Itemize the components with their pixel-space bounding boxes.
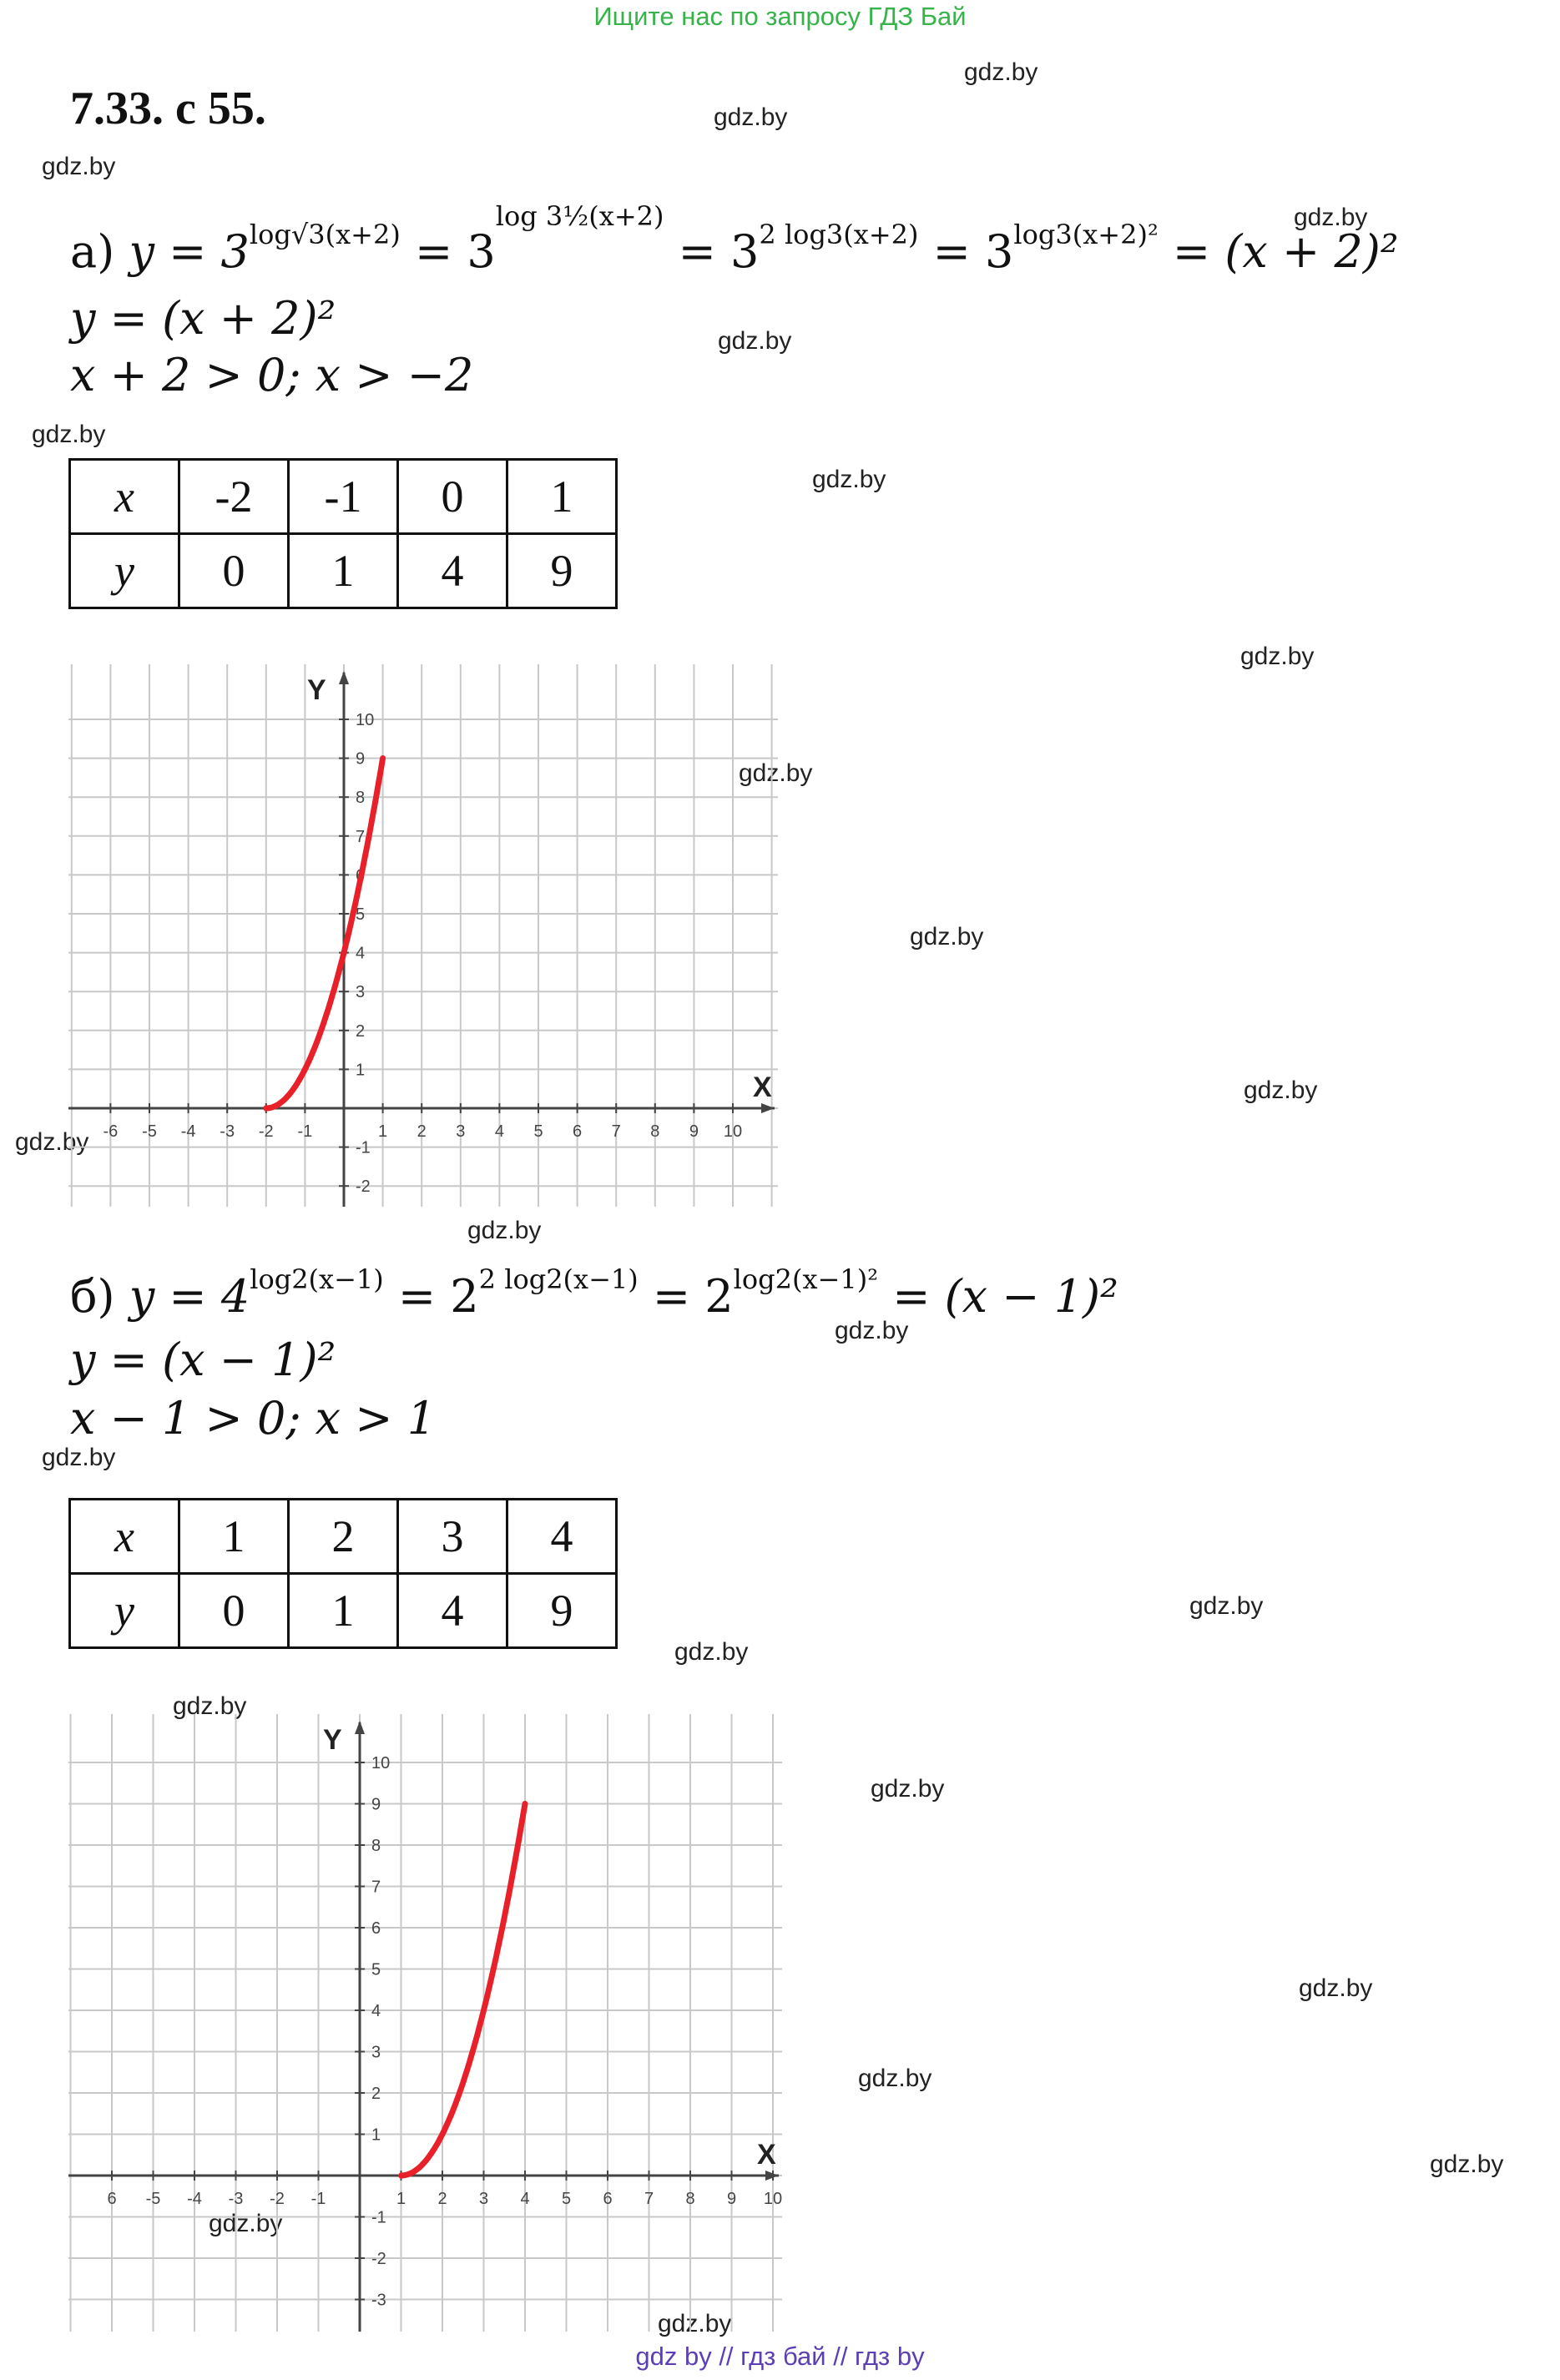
x-tick-label: -3 [228, 2190, 244, 2208]
x-tick-label: -5 [145, 2190, 161, 2208]
table-cell: 4 [398, 1574, 507, 1648]
y-tick-label: 4 [356, 944, 366, 963]
x-tick-label: 7 [611, 1122, 621, 1141]
x-tick-label: -6 [103, 1122, 119, 1141]
table-row [70, 534, 617, 608]
part-b-equation-2 [70, 1334, 336, 1386]
table-cell: -2 [179, 460, 289, 534]
x-tick-label: 4 [494, 1122, 504, 1141]
part-a-eq1-lhs: y = 3 [129, 225, 250, 278]
x-tick-label: 10 [763, 2190, 782, 2208]
x-tick-label: 2 [417, 1122, 427, 1141]
x-tick-label: 1 [396, 2190, 406, 2208]
x-tick-label: 3 [456, 1122, 466, 1141]
x-tick-label: 2 [437, 2190, 447, 2208]
y-tick-label: 8 [371, 1837, 381, 1855]
x-tick-label: 3 [478, 2190, 489, 2208]
x-tick-label: -5 [142, 1122, 157, 1141]
x-tick-label: 9 [726, 2190, 737, 2208]
part-a-eq1-exp1: log√3(x+2) [249, 219, 401, 250]
y-tick-label: 1 [371, 2125, 381, 2145]
y-axis-arrow [355, 1721, 365, 1734]
y-tick-label: 5 [356, 905, 366, 924]
table-header-y: y [70, 1574, 179, 1648]
y-tick-label: 8 [356, 789, 366, 808]
part-a-equation-3 [70, 349, 473, 401]
watermark: gdz.by [739, 759, 813, 787]
part-b-graph [68, 1714, 782, 2332]
x-tick-label: 4 [520, 2190, 530, 2208]
top-banner[interactable]: Ищите нас по запросу ГДЗ Бай [593, 2, 967, 31]
part-b-eq1-mid1: = 2 [383, 1270, 479, 1323]
part-b-eq1-exp2: 2 log2(x−1) [478, 1263, 639, 1295]
x-tick-label: 5 [533, 1122, 543, 1141]
x-tick-label: 7 [644, 2190, 654, 2208]
watermark: gdz.by [467, 1217, 542, 1244]
watermark: gdz.by [209, 2210, 283, 2237]
y-tick-label: 5 [371, 1960, 381, 1979]
table-header-x: x [70, 1500, 179, 1574]
y-tick-label: -2 [356, 1177, 371, 1197]
y-axis-label: Y [307, 674, 326, 706]
table-header-y: y [70, 534, 179, 608]
x-axis-label: X [753, 1072, 772, 1103]
table-cell: -1 [289, 460, 398, 534]
y-tick-label: 3 [371, 2043, 381, 2062]
problem-title: 7.33. с 55. [70, 83, 266, 134]
x-tick-label: -2 [258, 1122, 274, 1141]
y-axis-label: Y [323, 1724, 342, 1756]
x-tick-label: 5 [561, 2190, 572, 2208]
y-tick-label: 9 [356, 749, 366, 769]
table-cell: 9 [507, 1574, 617, 1648]
watermark: gdz.by [714, 103, 788, 131]
y-tick-label: 4 [371, 2002, 381, 2020]
part-b-value-table [68, 1498, 618, 1649]
part-a-eq1-mid2: = 3 [664, 225, 760, 278]
x-axis-label: X [757, 2139, 776, 2171]
x-tick-label: -2 [270, 2190, 285, 2208]
y-tick-label: 2 [356, 1021, 366, 1041]
table-cell: 1 [179, 1500, 289, 1574]
y-axis-arrow [339, 671, 349, 684]
part-a-eq1-exp3: 2 log3(x+2) [759, 219, 919, 250]
watermark: gdz.by [32, 421, 106, 448]
x-tick-label: 6 [107, 2190, 117, 2208]
table-row [70, 460, 617, 534]
part-b-label: б) [70, 1270, 115, 1323]
x-tick-label: 1 [378, 1122, 388, 1141]
watermark: gdz.by [1189, 1592, 1264, 1620]
x-tick-label: 8 [685, 2190, 695, 2208]
watermark: gdz.by [15, 1128, 89, 1156]
part-b-eq1-rhs: = (x − 1)² [878, 1270, 1118, 1323]
x-tick-label: 10 [723, 1122, 743, 1141]
table-cell: 1 [289, 534, 398, 608]
table-header-x: x [70, 460, 179, 534]
y-tick-label: 6 [371, 1919, 381, 1938]
y-tick-label: 7 [371, 1878, 381, 1897]
table-cell: 4 [507, 1500, 617, 1574]
y-tick-label: -1 [356, 1138, 371, 1157]
watermark: gdz.by [1430, 2151, 1504, 2178]
x-tick-label: -3 [220, 1122, 235, 1141]
y-tick-label: -3 [371, 2291, 386, 2310]
y-tick-label: 9 [371, 1795, 381, 1814]
x-tick-label: 8 [650, 1122, 660, 1141]
watermark: gdz.by [42, 153, 116, 180]
part-a-eq1-mid1: = 3 [400, 225, 496, 278]
y-tick-label: 3 [356, 983, 366, 1002]
watermark: gdz.by [1240, 643, 1315, 670]
part-a-eq1-rhs: = (x + 2)² [1158, 225, 1399, 278]
part-a-eq1-mid3: = 3 [918, 225, 1014, 278]
table-cell: 3 [398, 1500, 507, 1574]
x-tick-label: -1 [297, 1122, 313, 1141]
table-cell: 0 [179, 534, 289, 608]
part-a-eq3-text: x + 2 > 0; x > −2 [70, 349, 474, 401]
x-tick-label: -1 [310, 2190, 326, 2208]
table-row [70, 1574, 617, 1648]
y-tick-label: 7 [356, 827, 366, 846]
watermark: gdz.by [42, 1444, 116, 1471]
part-a-graph [68, 664, 778, 1207]
bottom-banner[interactable]: gdz by // гдз бай // гдз by [635, 2342, 925, 2371]
table-cell: 9 [507, 534, 617, 608]
part-b-eq1-exp1: log2(x−1) [250, 1263, 384, 1295]
table-cell: 0 [398, 460, 507, 534]
table-cell: 1 [507, 460, 617, 534]
table-cell: 2 [289, 1500, 398, 1574]
table-cell: 4 [398, 534, 507, 608]
part-b-eq3-text: x − 1 > 0; x > 1 [70, 1392, 437, 1445]
x-tick-label: 9 [689, 1122, 699, 1141]
part-a-eq1-exp4: log3(x+2)² [1013, 219, 1159, 250]
y-tick-label: -1 [371, 2208, 386, 2227]
watermark: gdz.by [812, 466, 886, 493]
part-a-eq2-text: y = (x + 2)² [70, 292, 336, 345]
part-b-eq2-text: y = (x − 1)² [70, 1334, 336, 1386]
part-b-eq1-mid2: = 2 [638, 1270, 734, 1323]
table-cell: 0 [179, 1574, 289, 1648]
part-a-eq1-exp2: log 3½(x+2) [495, 200, 664, 232]
x-tick-label: -4 [180, 1122, 196, 1141]
watermark: gdz.by [910, 923, 984, 950]
y-tick-label: 6 [356, 866, 366, 885]
part-a-equation-2 [70, 292, 336, 345]
watermark: gdz.by [1299, 1974, 1373, 2002]
table-row [70, 1500, 617, 1574]
part-b-eq1-lhs: y = 4 [129, 1270, 250, 1323]
watermark: gdz.by [858, 2065, 932, 2092]
y-tick-label: 2 [371, 2085, 381, 2103]
y-tick-label: 1 [356, 1061, 366, 1080]
table-cell: 1 [289, 1574, 398, 1648]
function-curve [266, 759, 383, 1108]
y-tick-label: -2 [371, 2250, 386, 2268]
part-b-equation-1 [70, 1263, 1118, 1323]
y-tick-label: 10 [371, 1754, 391, 1772]
part-a-label: а) [70, 225, 115, 278]
part-b-eq1-exp3: log2(x−1)² [733, 1263, 879, 1295]
watermark: gdz.by [835, 1317, 909, 1344]
watermark: gdz.by [1294, 204, 1368, 231]
x-tick-label: 6 [603, 2190, 613, 2208]
watermark: gdz.by [718, 327, 792, 355]
part-a-value-table [68, 458, 618, 609]
part-b-equation-3 [70, 1392, 436, 1445]
y-tick-label: 10 [356, 711, 375, 729]
watermark: gdz.by [674, 1638, 749, 1666]
watermark: gdz.by [173, 1692, 247, 1720]
watermark: gdz.by [871, 1775, 945, 1803]
watermark: gdz.by [1244, 1077, 1318, 1104]
watermark: gdz.by [964, 58, 1038, 86]
x-tick-label: 6 [573, 1122, 583, 1141]
x-tick-label: -4 [187, 2190, 202, 2208]
watermark: gdz.by [658, 2310, 732, 2337]
function-curve [401, 1804, 526, 2176]
